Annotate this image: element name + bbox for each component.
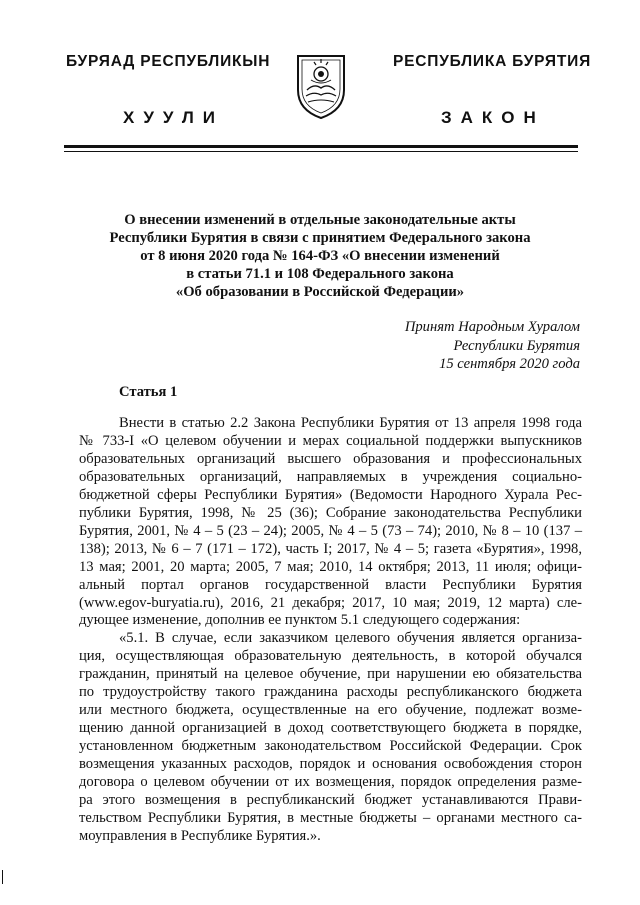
header-left-title: БУРЯАД РЕСПУБЛИКЫН [66,53,271,70]
coat-of-arms-emblem [294,50,348,120]
body-line: щению данной организацией в доход соответствующего бюджета в порядке, [79,720,582,737]
adoption-note [280,318,580,374]
body-line: (www.egov-buryatia.ru), 2016, 21 декабря; 2017, 10 мая; 2019, 12 марта) сле- [79,594,582,611]
header-right-subtitle: ЗАКОН [441,108,545,127]
adoption-date: 15 сентября 2020 года [439,356,580,372]
body-line: 13 мая; 2001, 20 марта; 2005, 7 мая; 2010, 14 октября; 2013, 11 июля; офици- [79,558,582,575]
law-title-line: от 8 июня 2020 года № 164-ФЗ «О внесении изменений [140,248,500,264]
body-line: альный портал органов государственной власти Республики Бурятия [79,576,582,593]
body-line: бюджетной сферы Республики Бурятия» (Ведомости Народного Хурала Рес- [79,486,582,503]
body-line: по трудоустройству такого гражданина расходы республиканского бюджета [79,684,582,701]
article-body [79,415,582,846]
law-title-line: в статьи 71.1 и 108 Федерального закона [186,266,454,282]
header-right-title: РЕСПУБЛИКА БУРЯТИЯ [393,53,592,70]
law-title-line: О внесении изменений в отдельные законодательные акты [124,212,516,228]
adoption-line: Принят Народным Хуралом [404,319,580,335]
header-left-subtitle: ХУУЛИ [123,108,224,127]
body-line: или местного бюджета, осуществленные на его обучение, подлежат возме- [79,702,582,719]
body-line: договора о целевом обучении от их возмещения, порядок определения разме- [79,774,582,791]
header-divider-thick [64,145,578,148]
body-line: установленном бюджетным законодательством Российской Федерации. Срок [79,738,582,755]
body-line: дующее изменение, дополнив ее пунктом 5.1 следующего содержания: [79,612,521,629]
article-heading: Статья 1 [119,384,178,400]
header-divider-thin [64,151,578,152]
body-line: Внести в статью 2.2 Закона Республики Бурятия от 13 апреля 1998 года [119,415,582,431]
body-line: возмещения указанных расходов, порядок и основания освобождения сторон [79,756,582,773]
body-line: публики Бурятия, 1998, № 25 (36); Собрание законодательства Республики [79,504,582,521]
body-line: «5.1. В случае, если заказчиком целевого обучения является организа- [119,630,582,647]
body-line: моуправления в Республике Бурятия.». [79,827,321,844]
body-line: Бурятия, 2001, № 4 – 5 (23 – 24); 2005, № 4 – 5 (73 – 74); 2010, № 8 – 10 (137 – [79,522,582,539]
body-line: образовательных организаций, направляемых в учреждения социально- [79,468,582,485]
adoption-line: Республики Бурятия [453,337,580,354]
body-line: тельством Республики Бурятия, в местные бюджеты – органами местного са- [79,809,582,826]
body-line: ра этого возмещения в республиканский бюджет устанавливаются Прави- [79,792,582,809]
law-title-line: «Об образовании в Российской Федерации» [175,284,465,300]
body-line: образовательных организаций высшего образования и профессиональных [79,450,582,467]
body-line: гражданин, принятый на целевое обучение, при нарушении ею обязательства [79,666,582,683]
body-line: 138); 2013, № 6 – 7 (171 – 172), часть I; 2017, № 4 – 5; газета «Бурятия», 1998, [79,540,582,557]
body-line: ция, осуществляющая образовательную деятельность, в которой обучался [79,648,582,665]
body-line: № 733-I «О целевом обучении и мерах социальной поддержки выпускников [79,432,582,449]
scan-edge-mark [2,870,3,884]
law-title [60,211,580,301]
law-title-line: Республики Бурятия в связи с принятием Федерального закона [109,230,531,246]
